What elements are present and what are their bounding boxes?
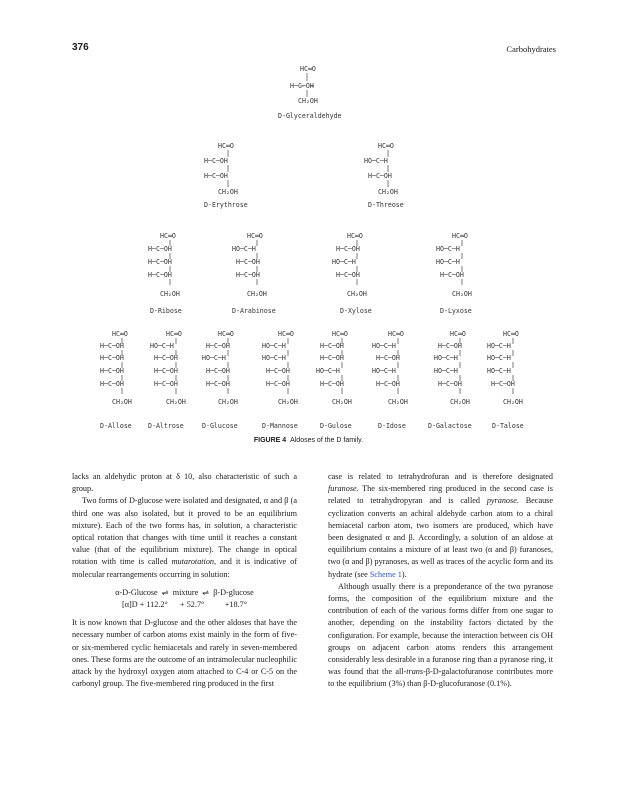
svg-text:H─C─OH: H─C─OH: [320, 380, 344, 388]
svg-text:H─C─OH: H─C─OH: [154, 354, 178, 362]
right-column: [328, 471, 553, 691]
text-run: Although usually there is a preponderance of the two pyranose forms, the composition of the equilibrium mixture and the contribution of each of the various forms differ from one sugar to another, depending on the instability factors dictated by the configuration. For example, because the interaction between cis OH groups on adjacent carbon atoms renders this arrangement considerably less desirable in a furanose ring than a pyranose ring, it was found that the all-: [328, 581, 553, 677]
svg-text:H─C─OH: H─C─OH: [100, 380, 124, 388]
svg-text:H─C─OH: H─C─OH: [236, 258, 260, 266]
svg-text:H─C─OH: H─C─OH: [148, 271, 172, 279]
text-run: ).: [401, 569, 407, 579]
svg-text:CH₂OH: CH₂OH: [450, 398, 470, 406]
svg-text:HO─C─H: HO─C─H: [332, 258, 356, 266]
svg-text:CH₂OH: CH₂OH: [278, 398, 298, 406]
paragraph: It is now known that D-glucose and the other aldoses that have the necessary number of carbon atoms exist mainly in the form of five- or six-membered cyclic hemiacetals and rarely in seven-membered ones. These forms are the outcome of an intramolecular nucleophilic attack by the hydroxyl oxygen atom attached to C-4 or C-5 on the carbonyl group. The five-membered ring produced in the first: [72, 618, 297, 689]
text-run: D-glucose were isolated and designated, α and β (a third one was also isolated, but it proved to be an equilibrium mixture). Each of the two forms has, in solution, a characteristic optical rotation that changes with time until it reaches a constant value (that of the equilibrium mixture). The change in optical rotation with time is called: [72, 496, 298, 567]
svg-text:HO─C─H: HO─C─H: [372, 367, 396, 375]
svg-text:HO─C─H: HO─C─H: [364, 157, 388, 165]
emphasis: mutarotation: [171, 557, 215, 567]
svg-text:H─C─OH: H─C─OH: [204, 157, 228, 165]
hexose-name: D-Idose: [378, 422, 406, 430]
running-title: Carbohydrates: [506, 44, 556, 54]
svg-text:CH₂OH: CH₂OH: [247, 290, 267, 298]
svg-text:H─C─OH: H─C─OH: [320, 342, 344, 350]
svg-text:H─C─OH: H─C─OH: [336, 271, 360, 279]
svg-text:HO─C─H: HO─C─H: [487, 367, 511, 375]
hexose-name: D-Mannose: [262, 422, 298, 430]
svg-text:HC═O: HC═O: [332, 330, 348, 338]
svg-text:H─C─OH: H─C─OH: [154, 367, 178, 375]
svg-text:HC═O: HC═O: [503, 330, 519, 338]
text-run: . The six-membered ring produced in the second case is related to tetrahydropyran and is called: [328, 484, 553, 506]
svg-text:H─C─OH: H─C─OH: [438, 380, 462, 388]
svg-text:HO─C─H: HO─C─H: [436, 258, 460, 266]
hexose-name: D-Allose: [100, 422, 132, 430]
figure-caption-text: Aldoses of the D family.: [290, 437, 364, 444]
svg-text:HO─C─H: HO─C─H: [487, 354, 511, 362]
left-column: [72, 471, 297, 690]
svg-text:H─C─OH: H─C─OH: [376, 354, 400, 362]
svg-text:CH₂OH: CH₂OH: [378, 188, 398, 196]
svg-text:HO─C─H: HO─C─H: [436, 245, 460, 253]
emphasis: trans: [406, 667, 424, 677]
svg-text:CH₂OH: CH₂OH: [332, 398, 352, 406]
svg-text:HC═O: HC═O: [218, 330, 234, 338]
svg-text:H─C─OH: H─C─OH: [204, 172, 228, 180]
svg-text:H─C─OH: H─C─OH: [336, 245, 360, 253]
svg-text:H─C─OH: H─C─OH: [266, 367, 290, 375]
scheme-link[interactable]: Scheme 1: [369, 569, 402, 579]
svg-text:H─C─OH: H─C─OH: [206, 380, 230, 388]
figure-label: FIGURE 4: [253, 437, 287, 444]
text-run: Two forms of: [82, 496, 129, 506]
svg-text:H─C─OH: H─C─OH: [148, 245, 172, 253]
svg-text:CH₂OH: CH₂OH: [388, 398, 408, 406]
svg-text:H─C─OH: H─C─OH: [100, 354, 124, 362]
svg-text:HC═O: HC═O: [378, 142, 394, 150]
paragraph: [328, 581, 553, 691]
svg-text:HO─C─H: HO─C─H: [372, 342, 396, 350]
svg-text:HO─C─H: HO─C─H: [262, 354, 286, 362]
svg-text:HO─C─H: HO─C─H: [150, 342, 174, 350]
svg-text:HC═O: HC═O: [347, 232, 363, 240]
equation-line: α-D-Glucose ⇌ mixture ⇌ β-D-glucose: [115, 587, 254, 597]
figure-caption: [0, 437, 617, 444]
svg-text:CH₂OH: CH₂OH: [218, 188, 238, 196]
svg-text:HC═O: HC═O: [450, 330, 466, 338]
svg-text:HO─C─H: HO─C─H: [487, 342, 511, 350]
svg-text:HO─C─H: HO─C─H: [316, 367, 340, 375]
paragraph: lacks an aldehydic proton at δ 10, also characteristic of such a group.: [72, 472, 297, 494]
text-run: , and it is indicative of molecular rearrangements occurring in solution:: [72, 557, 297, 579]
text-run: . Because cyclization converts an achiral aldehyde carbon atom to a chiral hemiacetal carbon atom, two isomers are produced, which have been designated α and β. Accordingly, a solution of an aldose at equilibrium contains a mixture of at least two (α and β) furanoses, two (α and β) pyranoses, as well as traces of the acyclic form and its hydrate (see: [328, 496, 553, 579]
svg-text:H─C─OH: H─C─OH: [440, 271, 464, 279]
equation-line: [α]D + 112.2° + 52.7° +18.7°: [122, 600, 247, 610]
svg-text:HC═O: HC═O: [166, 330, 182, 338]
svg-text:H─C─OH: H─C─OH: [100, 342, 124, 350]
svg-text:CH₂OH: CH₂OH: [298, 97, 318, 105]
hexose-name: D-Galactose: [428, 422, 472, 430]
svg-text:H─C─OH: H─C─OH: [438, 342, 462, 350]
svg-text:HC═O: HC═O: [160, 232, 176, 240]
svg-text:HO─C─H: HO─C─H: [262, 342, 286, 350]
svg-text:HC═O: HC═O: [388, 330, 404, 338]
svg-text:H─C─OH: H─C─OH: [206, 342, 230, 350]
svg-text:HC═O: HC═O: [300, 65, 316, 73]
emphasis: furanose: [328, 484, 357, 494]
svg-text:H─C─OH: H─C─OH: [376, 380, 400, 388]
svg-text:CH₂OH: CH₂OH: [160, 290, 180, 298]
svg-text:CH₂OH: CH₂OH: [347, 290, 367, 298]
pentose-name: D-Ribose: [150, 307, 182, 315]
svg-text:HO─C─H: HO─C─H: [434, 354, 458, 362]
svg-text:H─C─OH: H─C─OH: [290, 82, 314, 90]
svg-text:HO─C─H: HO─C─H: [232, 245, 256, 253]
mutarotation-equation: [72, 587, 297, 611]
svg-text:HO─C─H: HO─C─H: [202, 354, 226, 362]
svg-text:H─C─OH: H─C─OH: [236, 271, 260, 279]
svg-text:HC═O: HC═O: [278, 330, 294, 338]
hexose-name: D-Altrose: [148, 422, 184, 430]
svg-text:CH₂OH: CH₂OH: [166, 398, 186, 406]
emphasis: pyranose: [486, 496, 517, 506]
pentose-name: D-Arabinose: [232, 307, 276, 315]
text-run: -β-D-galactofuranose contributes more to the equilibrium (3%) than β-D-glucofuranose (0.1%).: [328, 667, 553, 689]
svg-text:CH₂OH: CH₂OH: [503, 398, 523, 406]
svg-text:HC═O: HC═O: [218, 142, 234, 150]
glyceraldehyde-name: D-Glyceraldehyde: [278, 112, 342, 120]
svg-text:H─C─OH: H─C─OH: [266, 380, 290, 388]
svg-text:HC═O: HC═O: [452, 232, 468, 240]
svg-text:H─C─OH: H─C─OH: [491, 380, 515, 388]
pentose-name: D-Xylose: [340, 307, 372, 315]
svg-text:HO─C─H: HO─C─H: [434, 367, 458, 375]
text-run: case is related to tetrahydrofuran and is therefore designated: [328, 472, 553, 481]
hexose-name: D-Talose: [492, 422, 524, 430]
svg-text:H─C─OH: H─C─OH: [320, 354, 344, 362]
svg-text:HC═O: HC═O: [112, 330, 128, 338]
svg-text:CH₂OH: CH₂OH: [452, 290, 472, 298]
tetrose-name: D-Threose: [368, 201, 404, 209]
paragraph: [72, 495, 297, 580]
hexose-name: D-Glucose: [202, 422, 238, 430]
svg-text:CH₂OH: CH₂OH: [112, 398, 132, 406]
svg-text:H─C─OH: H─C─OH: [206, 367, 230, 375]
svg-text:HC═O: HC═O: [247, 232, 263, 240]
pentose-name: D-Lyxose: [440, 307, 472, 315]
svg-text:CH₂OH: CH₂OH: [218, 398, 238, 406]
svg-text:H─C─OH: H─C─OH: [154, 380, 178, 388]
svg-text:H─C─OH: H─C─OH: [148, 258, 172, 266]
page-number: 376: [72, 42, 89, 53]
svg-text:H─C─OH: H─C─OH: [100, 367, 124, 375]
hexose-name: D-Gulose: [320, 422, 352, 430]
tetrose-name: D-Erythrose: [204, 201, 248, 209]
paragraph: [328, 471, 553, 581]
svg-text:H─C─OH: H─C─OH: [368, 172, 392, 180]
